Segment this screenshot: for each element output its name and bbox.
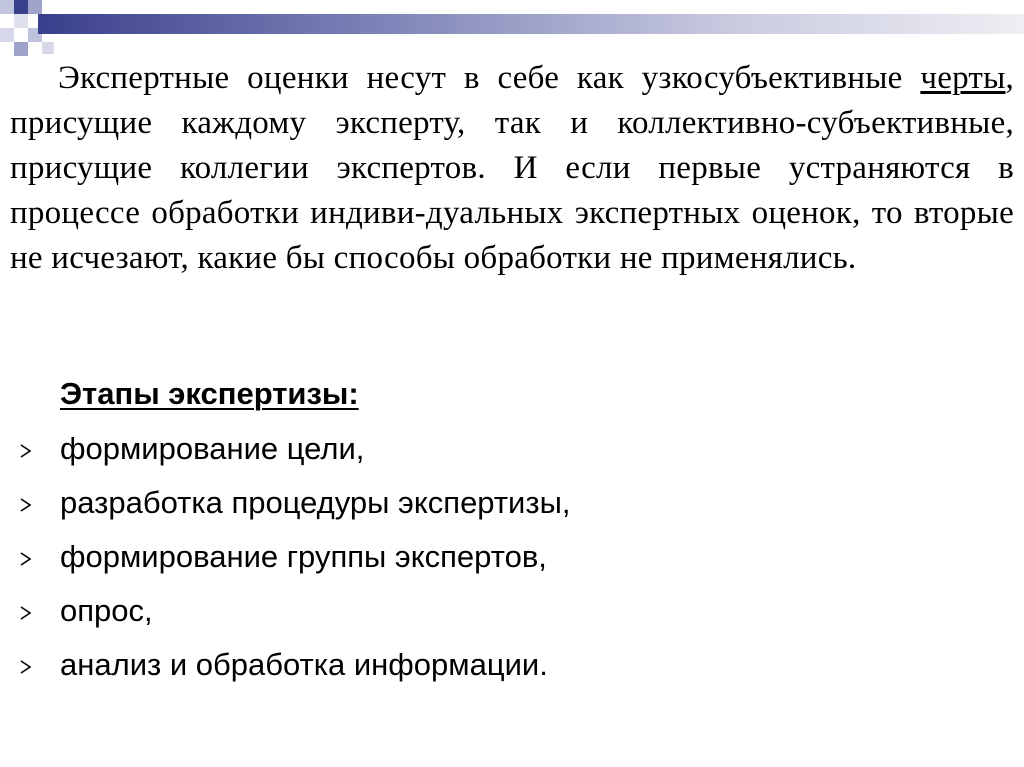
- stages-list: [0, 429, 1024, 699]
- stage-item-survey: [0, 591, 1024, 645]
- stage-text: анализ и обработка информации.: [60, 647, 548, 682]
- arrow-bullet-icon: [18, 497, 34, 513]
- arrow-bullet-icon: [18, 443, 34, 459]
- arrow-bullet-icon: [18, 551, 34, 567]
- stage-item-procedure: [0, 483, 1024, 537]
- stage-item-goal: [0, 429, 1024, 483]
- stage-text: опрос,: [60, 593, 153, 628]
- arrow-bullet-icon: [18, 605, 34, 621]
- stage-text: разработка процедуры экспертизы,: [60, 485, 571, 520]
- intro-paragraph: [10, 56, 1014, 281]
- paragraph-part-2: , присущие каждому эксперту, так и коллективно-субъективные, присущие коллегии экспертов. И если первые устраняются в процессе обработки индиви-дуальных экспертных оценок, то вторые не исчезают, какие бы способы обработки не применялись.: [10, 60, 1014, 276]
- stage-item-analysis: [0, 645, 1024, 699]
- stage-item-group: [0, 537, 1024, 591]
- header-gradient-bar: [38, 14, 1024, 34]
- paragraph-underlined-word: черты: [920, 60, 1006, 96]
- stage-text: формирование цели,: [60, 431, 365, 466]
- paragraph-part-1: Экспертные оценки несут в себе как узкосубъективные: [58, 60, 921, 96]
- arrow-bullet-icon: [18, 659, 34, 675]
- stages-heading: Этапы экспертизы:: [60, 376, 359, 411]
- stage-text: формирование группы экспертов,: [60, 539, 547, 574]
